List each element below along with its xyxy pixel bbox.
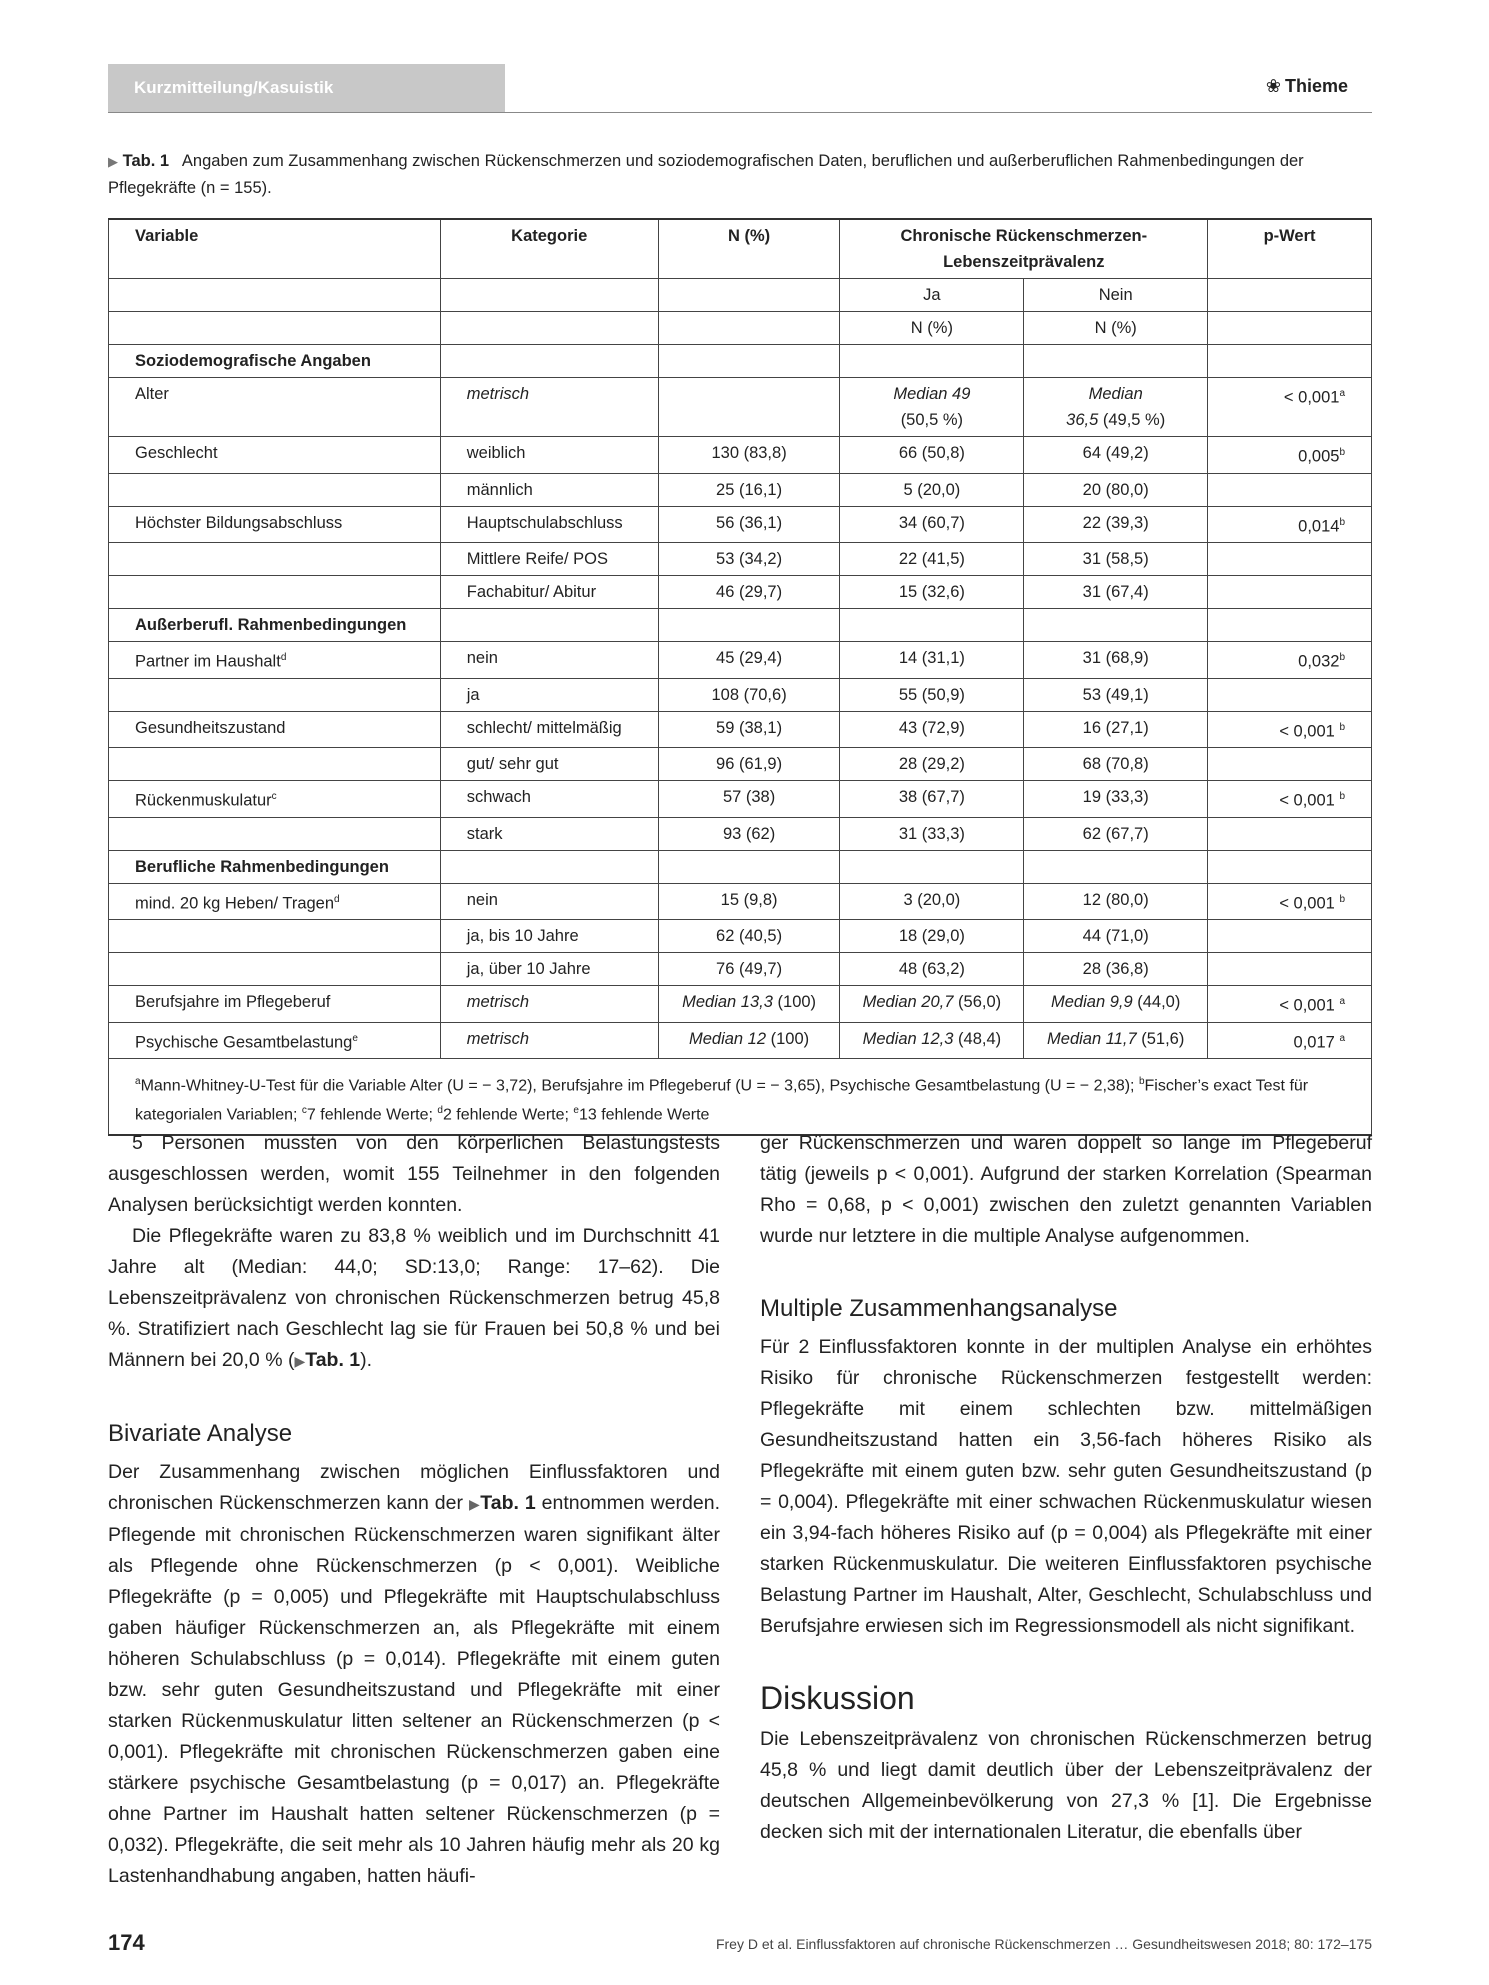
cell-n: 45 (29,4) [658,642,840,679]
cell-p [1208,920,1372,953]
cell-nein-pct: (44,0) [1132,993,1181,1011]
cell-p-value: < 0,001 [1279,894,1335,912]
paragraph [108,1221,720,1377]
cell-ja-label: Median 49 [893,385,971,403]
cell-kategorie: gut/ sehr gut [440,748,658,781]
footnote-marker: c [301,1105,307,1117]
table-footnote [109,1059,1372,1135]
table-header-row [109,219,1372,279]
cell-nein: 68 (70,8) [1024,748,1208,781]
section-beruf: Berufliche Rahmenbedingungen [109,850,441,883]
table-row [109,576,1372,609]
cell-nein: 62 (67,7) [1024,817,1208,850]
cell-p [1208,953,1372,986]
cell-p-sup: b [1339,721,1345,733]
cell-p [1208,642,1372,679]
cell-variable [109,817,441,850]
table-section-row [109,850,1372,883]
cell-n [658,986,840,1023]
cell-p-value: 0,017 [1293,1033,1335,1051]
footnote-b: Fischer’s exact Test für kategorialen Variablen; [135,1077,1309,1124]
table-row [109,920,1372,953]
cell-variable-sup: e [352,1032,358,1044]
cell-variable [109,883,441,920]
cell-p-sup: a [1339,1032,1345,1044]
body-column-left [108,1128,720,1892]
footnote-marker: e [573,1105,579,1117]
cell-variable [109,678,441,711]
cell-ja-pct: (56,0) [953,993,1002,1011]
cell-variable: Berufsjahre im Pflegeberuf [109,986,441,1023]
page-number: 174 [108,1930,145,1955]
cell-n-median: Median 12 [688,1029,767,1048]
table-caption-text: Angaben zum Zusammenhang zwischen Rückenschmerzen und soziodemografischen Daten, beruflichen und außerberuflichen Rahmenbedingungen der Pflegekräfte (n = 155). [108,152,1304,197]
table-row [109,678,1372,711]
cell-p [1208,543,1372,576]
cell-variable [109,576,441,609]
triangle-ref-icon: ▶ [108,154,118,169]
cell-ja: 22 (41,5) [840,543,1024,576]
table-row [109,781,1372,818]
footnote-d: 2 fehlende Werte; [442,1106,574,1124]
cell-n: 62 (40,5) [658,920,840,953]
header-ja: Ja [840,279,1024,312]
paragraph-text: entnommen werden. Pflegende mit chronischen Rückenschmerzen waren signifikant älter als Pflegende ohne Rückenschmerzen (p < 0,001). Weibliche Pflegekräfte (p = 0,005) und Pflegekräfte mit Hauptschulabschluss gaben häufiger Rückenschmerzen an, als Pflegekräfte mit einem höheren Schulabschluss (p = 0,014). Pflegekräfte mit einem guten bzw. sehr guten Gesundheitszustand und Pflegekräfte mit einer starken Rückenmuskulatur litten seltener an Rückenschmerzen (p < 0,001). Pflegekräfte mit chronischen Rückenschmerzen gaben eine stärkere psychische Gesamtbelastung (p = 0,017) an. Pflegekräfte ohne Partner im Haushalt hatten seltener Rückenschmerzen (p = 0,032). Pflegekräfte, die seit mehr als 10 Jahren häufig mehr als 20 kg Lastenhandhabung angaben, hatten häufi- [108,1492,720,1887]
cell-p-sup: b [1339,791,1345,802]
cell-ja [840,378,1024,437]
paragraph: Für 2 Einflussfaktoren konnte in der multiplen Analyse ein erhöhtes Risiko für chronische Rückenschmerzen festgestellt werden: Pflegekräfte mit einem schlechten bzw. mittelmäßigen Gesundheitszustand hatten ein 3,56-fach höheres Risiko als Pflegekräfte mit einem guten bzw. sehr guten Gesundheitszustand (p = 0,004). Pflegekräfte mit einer schwachen Rückenmuskulatur wiesen ein 3,94-fach höheres Risiko auf (p = 0,004) als Pflegekräfte mit einer starken Rückenmuskulatur. Die weiteren Einflussfaktoren psychische Belastung Partner im Haushalt, Alter, Geschlecht, Schulabschluss und Berufsjahre erwiesen sich im Regressionsmodell als nicht signifikant. [760,1336,1372,1637]
cell-p-sup: a [1339,996,1345,1007]
table-row [109,473,1372,506]
paragraph: 5 Personen mussten von den körperlichen Belastungstests ausgeschlossen werden, womit 155 Teilnehmer in den folgenden Analysen berücksichtigt werden konnten. [108,1132,720,1216]
section-sozio: Soziodemografische Angaben [109,345,441,378]
header-ja-unit: N (%) [840,312,1024,345]
cell-n: 57 (38) [658,781,840,818]
cell-kategorie: Mittlere Reife/ POS [440,543,658,576]
cell-kategorie: nein [440,642,658,679]
cell-variable [109,953,441,986]
publisher-logo [1266,76,1348,97]
cell-n [658,1022,840,1059]
cell-p [1208,986,1372,1023]
cell-variable: Höchster Bildungsabschluss [109,506,441,543]
cell-nein-value-it: 36,5 [1066,411,1099,429]
cell-n-median: Median 13,3 [682,993,773,1011]
section-label: Kurzmitteilung/Kasuistik [108,64,505,112]
table-section-row [109,609,1372,642]
table-row [109,642,1372,679]
table-row [109,953,1372,986]
table-row [109,543,1372,576]
cell-p [1208,506,1372,543]
cell-ja-median: Median 20,7 [862,993,954,1011]
cell-variable: Alter [109,378,441,437]
paragraph: ger Rückenschmerzen und waren doppelt so lange im Pflegeberuf tätig (jeweils p < 0,001). Aufgrund der starken Korrelation (Spearman Rho = 0,68, p < 0,001) zwischen den zuletzt genannten Variablen wurde nur letztere in die multiple Analyse aufgenommen. [760,1132,1372,1247]
cell-p [1208,781,1372,818]
table-reference-link[interactable]: Tab. 1 [305,1349,361,1371]
triangle-ref-icon: ▶ [468,1496,481,1512]
table-caption-label: Tab. 1 [122,152,170,170]
table-subheader-row [109,279,1372,312]
cell-ja: 14 (31,1) [840,642,1024,679]
footnote-marker: d [437,1105,443,1117]
cell-p-value: < 0,001 [1279,791,1335,810]
cell-p [1208,437,1372,474]
heading-bivariate: Bivariate Analyse [108,1420,293,1447]
cell-kategorie: Hauptschulabschluss [440,506,658,543]
footnote-a: Mann-Whitney-U-Test für die Variable Alter (U = − 3,72), Berufsjahre im Pflegeberuf (U = − 3,65), Psychische Gesamtbelastung (U = − 2,38); [140,1077,1139,1095]
cell-p [1208,883,1372,920]
cell-nein: 64 (49,2) [1024,437,1208,474]
table-row [109,986,1372,1023]
cell-ja: 48 (63,2) [840,953,1024,986]
cell-ja-value: (50,5 %) [900,411,964,429]
cell-nein-median: Median 11,7 [1047,1029,1137,1048]
table-caption [108,148,1372,201]
cell-n [658,378,840,437]
cell-p-value: 0,005 [1298,447,1340,466]
cell-nein-pct: (51,6) [1136,1029,1185,1048]
cell-n-pct: (100) [772,993,817,1011]
cell-nein: 16 (27,1) [1024,711,1208,748]
cell-p-sup: b [1339,893,1345,905]
cell-ja: 66 (50,8) [840,437,1024,474]
cell-p-value: < 0,001 [1279,722,1335,740]
cell-ja-pct: (48,4) [953,1029,1002,1048]
cell-nein: 22 (39,3) [1024,506,1208,543]
table-row [109,748,1372,781]
section-ausser: Außerberufl. Rahmenbedingungen [109,609,441,642]
cell-n: 59 (38,1) [658,711,840,748]
citation: Frey D et al. Einflussfaktoren auf chronische Rückenschmerzen … Gesundheitswesen 2018; 80: 172–175 [715,1936,1372,1952]
cell-ja-median: Median 12,3 [862,1029,954,1048]
table-row [109,817,1372,850]
page-header [108,64,1372,112]
header-n-pct: N (%) [658,219,840,279]
cell-variable-text: Rückenmuskulatur [135,791,272,810]
table-row [109,378,1372,437]
header-nein-unit: N (%) [1024,312,1208,345]
publisher-name: Thieme [1284,76,1348,96]
cell-p [1208,678,1372,711]
cell-n: 93 (62) [658,817,840,850]
paragraph [108,1457,720,1892]
cell-variable [109,642,441,679]
table-row [109,711,1372,748]
cell-n: 96 (61,9) [658,748,840,781]
cell-n: 108 (70,6) [658,678,840,711]
body-column-right [760,1128,1372,1848]
cell-kategorie: ja, bis 10 Jahre [440,920,658,953]
cell-n: 76 (49,7) [658,953,840,986]
cell-nein-value: (49,5 %) [1098,411,1166,429]
cell-p [1208,748,1372,781]
cell-nein: 28 (36,8) [1024,953,1208,986]
cell-kategorie: metrisch [440,986,658,1023]
cell-nein: 19 (33,3) [1024,781,1208,818]
page-footer [108,1930,1372,1960]
cell-ja: 55 (50,9) [840,678,1024,711]
cell-ja: 18 (29,0) [840,920,1024,953]
cell-variable: Gesundheitszustand [109,711,441,748]
cell-nein: 31 (58,5) [1024,543,1208,576]
paragraph-text: Die Pflegekräfte waren zu 83,8 % weiblich und im Durchschnitt 41 Jahre alt (Median: 44,0; SD:13,0; Range: 17–62). Die Lebenszeitprävalenz von chronischen Rückenschmerzen betrug 45,8 %. Stratifiziert nach Geschlecht lag sie für Frauen bei 50,8 % und bei Männern bei 20,0 % ( [108,1225,720,1371]
header-nein: Nein [1024,279,1208,312]
cell-nein-label: Median [1088,385,1143,403]
cell-kategorie: männlich [440,473,658,506]
table-footnote-row [109,1059,1372,1135]
cell-p-sup: b [1339,447,1345,458]
cell-nein-median: Median 9,9 [1051,993,1133,1011]
cell-p-sup: b [1339,652,1345,663]
cell-n: 53 (34,2) [658,543,840,576]
cell-variable [109,781,441,818]
cell-nein: 20 (80,0) [1024,473,1208,506]
cell-variable-sup: d [334,893,340,905]
cell-variable-sup: c [271,791,277,802]
cell-p-value: < 0,001 [1279,996,1335,1015]
cell-p-sup: a [1339,388,1345,399]
cell-kategorie: weiblich [440,437,658,474]
cell-nein: 31 (67,4) [1024,576,1208,609]
heading-multiple: Multiple Zusammenhangsanalyse [760,1295,1118,1322]
cell-ja: 15 (32,6) [840,576,1024,609]
cell-p [1208,817,1372,850]
cell-variable-text: mind. 20 kg Heben/ Tragen [135,894,335,912]
table-reference-link[interactable]: Tab. 1 [480,1492,536,1514]
footnote-marker: a [135,1076,141,1087]
heading-diskussion: Diskussion [760,1680,915,1716]
table-row [109,437,1372,474]
table-row [109,506,1372,543]
footnote-marker: b [1138,1076,1145,1087]
cell-ja: 43 (72,9) [840,711,1024,748]
cell-nein: 53 (49,1) [1024,678,1208,711]
cell-p [1208,1022,1372,1059]
cell-variable-text: Psychische Gesamtbelastung [135,1033,353,1051]
cell-p-sup: b [1339,516,1345,528]
table-section-row [109,345,1372,378]
cell-n: 15 (9,8) [658,883,840,920]
cell-ja: 5 (20,0) [840,473,1024,506]
paragraph-text: Der Zusammenhang zwischen möglichen Einflussfaktoren und chronischen Rückenschmerzen kann der [108,1461,720,1514]
cell-n: 130 (83,8) [658,437,840,474]
thieme-logo-icon: ❀ [1265,76,1281,96]
cell-kategorie: schlecht/ mittelmäßig [440,711,658,748]
cell-p [1208,378,1372,437]
cell-n: 25 (16,1) [658,473,840,506]
cell-variable [109,543,441,576]
cell-kategorie: ja, über 10 Jahre [440,953,658,986]
cell-ja: 34 (60,7) [840,506,1024,543]
cell-kategorie: metrisch [440,378,658,437]
cell-variable: Geschlecht [109,437,441,474]
cell-kategorie: Fachabitur/ Abitur [440,576,658,609]
cell-kategorie: metrisch [440,1022,658,1059]
table-row [109,883,1372,920]
cell-variable [109,920,441,953]
cell-p-value: < 0,001 [1283,388,1340,407]
cell-n: 46 (29,7) [658,576,840,609]
cell-variable [109,473,441,506]
cell-variable-text: Partner im Haushalt [135,652,281,671]
footnote-e: 13 fehlende Werte [578,1106,710,1124]
cell-p-value: 0,014 [1298,517,1340,535]
table-subheader-row [109,312,1372,345]
footnote-c: 7 fehlende Werte; [306,1106,438,1124]
triangle-ref-icon: ▶ [294,1353,306,1369]
cell-ja [840,986,1024,1023]
cell-nein [1024,1022,1208,1059]
cell-p-value: 0,032 [1298,652,1340,671]
cell-kategorie: ja [440,678,658,711]
cell-variable [109,748,441,781]
cell-nein: 12 (80,0) [1024,883,1208,920]
cell-variable [109,1022,441,1059]
cell-ja: 28 (29,2) [840,748,1024,781]
table-row [109,1022,1372,1059]
cell-n-pct: (100) [766,1029,810,1048]
cell-ja [840,1022,1024,1059]
cell-kategorie: schwach [440,781,658,818]
cell-ja: 31 (33,3) [840,817,1024,850]
header-divider [108,112,1372,113]
data-table [108,218,1372,1136]
cell-nein: 44 (71,0) [1024,920,1208,953]
cell-p [1208,711,1372,748]
header-kategorie: Kategorie [440,219,658,279]
cell-nein: 31 (68,9) [1024,642,1208,679]
cell-kategorie: nein [440,883,658,920]
cell-kategorie: stark [440,817,658,850]
paragraph-text: ). [360,1349,373,1371]
cell-nein [1024,986,1208,1023]
cell-ja: 3 (20,0) [840,883,1024,920]
header-prevalence: Chronische Rückenschmerzen-Lebenszeitprävalenz [840,219,1208,279]
cell-p [1208,576,1372,609]
cell-nein [1024,378,1208,437]
cell-n: 56 (36,1) [658,506,840,543]
header-variable: Variable [109,219,441,279]
cell-p [1208,473,1372,506]
paragraph: Die Lebenszeitprävalenz von chronischen Rückenschmerzen betrug 45,8 % und liegt damit deutlich über der Lebenszeitprävalenz der deutschen Allgemeinbevölkerung von 27,3 % [1]. Die Ergebnisse decken sich mit der internationalen Literatur, die ebenfalls über [760,1728,1372,1843]
header-p-wert: p-Wert [1208,219,1372,279]
cell-ja: 38 (67,7) [840,781,1024,818]
cell-variable-sup: d [280,652,287,663]
